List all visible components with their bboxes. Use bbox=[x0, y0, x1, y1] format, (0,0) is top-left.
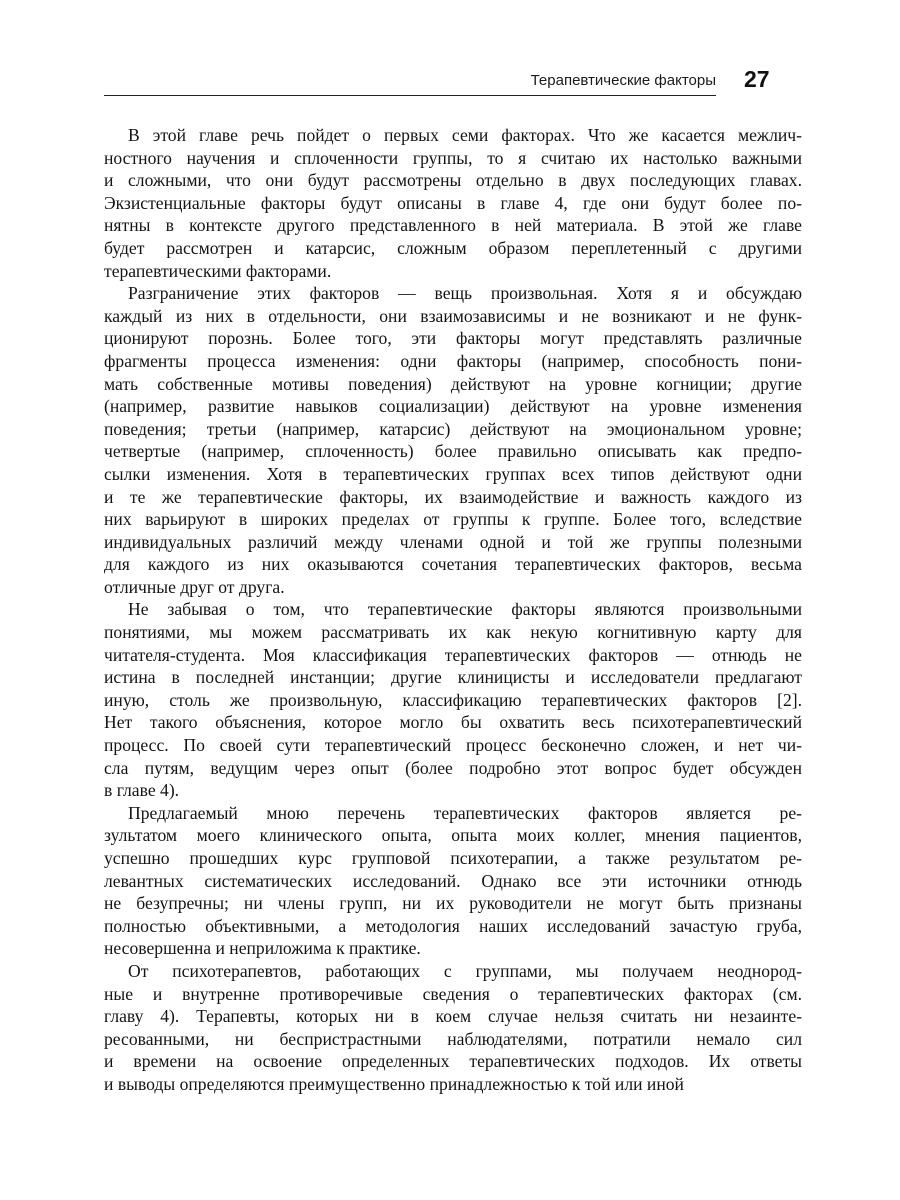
paragraph bbox=[104, 802, 802, 960]
text-line: и сложными, что они будут рассмотрены отдельно в двух последующих главах. bbox=[104, 170, 802, 191]
text-line: Не забывая о том, что терапевтические факторы являются произвольными bbox=[128, 599, 802, 620]
paragraph bbox=[104, 598, 802, 801]
text-line: и времени на освоение определенных терапевтических подходов. Их ответы bbox=[104, 1051, 802, 1072]
text-line: терапевтическими факторами. bbox=[104, 260, 332, 281]
text-line: зультатом моего клинического опыта, опыта моих коллег, мнения пациентов, bbox=[104, 825, 802, 846]
text-line: От психотерапевтов, работающих с группами, мы получаем неоднород- bbox=[128, 960, 802, 981]
text-line: в главе 4). bbox=[104, 780, 180, 801]
text-line: каждый из них в отдельности, они взаимозависимы и не возникают и не функ- bbox=[104, 305, 802, 326]
page-number: 27 bbox=[744, 66, 770, 92]
text-line: и те же терапевтические факторы, их взаимодействие и важность каждого из bbox=[104, 486, 802, 507]
text-line: мать собственные мотивы поведения) действуют на уровне когниции; другие bbox=[104, 373, 802, 394]
text-line: процесс. По своей сути терапевтический процесс бесконечно сложен, и нет чи- bbox=[104, 735, 802, 756]
text-line: сылки изменения. Хотя в терапевтических группах всех типов действуют одни bbox=[104, 463, 802, 484]
text-line: понятиями, мы можем рассматривать их как некую когнитивную карту для bbox=[104, 622, 802, 643]
paragraph bbox=[104, 124, 802, 282]
text-line: Нет такого объяснения, которое могло бы охватить весь психотерапевтический bbox=[104, 712, 802, 733]
text-line: Предлагаемый мною перечень терапевтических факторов является ре- bbox=[128, 802, 802, 823]
text-line: сла путям, ведущим через опыт (более подробно этот вопрос будет обсужден bbox=[104, 757, 802, 778]
text-line: Разграничение этих факторов — вещь произвольная. Хотя я и обсуждаю bbox=[128, 283, 802, 304]
text-line: левантных систематических исследований. Однако все эти источники отнюдь bbox=[104, 870, 802, 891]
text-line: них варьируют в широких пределах от группы к группе. Более того, вследствие bbox=[104, 509, 802, 530]
text-line: будет рассмотрен и катарсис, сложным образом переплетенный с другими bbox=[104, 237, 802, 258]
text-line: ционируют порознь. Более того, эти факторы могут представлять различные bbox=[104, 328, 802, 349]
text-line: истина в последней инстанции; другие клиницисты и исследователи предлагают bbox=[104, 667, 802, 688]
header-rule bbox=[104, 95, 716, 96]
text-line: фрагменты процесса изменения: одни факторы (например, способность пони- bbox=[104, 350, 802, 371]
text-line: Экзистенциальные факторы будут описаны в главе 4, где они будут более по- bbox=[104, 192, 802, 213]
text-line: полностью объективными, а методология наших исследований зачастую груба, bbox=[104, 915, 802, 936]
text-line: (например, развитие навыков социализации) действуют на уровне изменения bbox=[104, 396, 802, 417]
text-line: нятны в контексте другого представленного в ней материала. В этой же главе bbox=[104, 215, 802, 236]
text-line: поведения; третьи (например, катарсис) действуют на эмоциональном уровне; bbox=[104, 418, 802, 439]
text-line: главу 4). Терапевты, которых ни в коем случае нельзя считать ни незаинте- bbox=[104, 1006, 802, 1027]
running-head-title: Терапевтические факторы bbox=[530, 72, 716, 89]
text-line: ностного научения и сплоченности группы, то я считаю их настолько важными bbox=[104, 147, 802, 168]
text-line: отличные друг от друга. bbox=[104, 576, 285, 597]
text-line: для каждого из них оказываются сочетания терапевтических факторов, весьма bbox=[104, 554, 802, 575]
text-line: четвертые (например, сплоченность) более правильно описывать как предпо- bbox=[104, 441, 802, 462]
text-line: иную, столь же произвольную, классификацию терапевтических факторов [2]. bbox=[104, 689, 802, 710]
text-line: успешно прошедших курс групповой психотерапии, а также результатом ре- bbox=[104, 848, 802, 868]
text-line: и выводы определяются преимущественно принадлежностью к той или иной bbox=[104, 1073, 684, 1094]
paragraph bbox=[104, 960, 802, 1096]
text-line: читателя-студента. Моя классификация терапевтических факторов — отнюдь не bbox=[104, 644, 802, 665]
body-text bbox=[104, 124, 802, 1096]
text-line: ресованными, ни беспристрастными наблюдателями, потратили немало сил bbox=[104, 1028, 802, 1049]
text-line: ные и внутренне противоречивые сведения о терапевтических факторах (см. bbox=[104, 983, 802, 1004]
text-line: индивидуальных различий между членами одной и той же группы полезными bbox=[104, 531, 802, 552]
text-line: не безупречны; ни члены групп, ни их руководители не могут быть признаны bbox=[104, 893, 802, 914]
text-line: несовершенна и неприложима к практике. bbox=[104, 938, 421, 959]
text-line: В этой главе речь пойдет о первых семи факторах. Что же касается межлич- bbox=[128, 125, 802, 145]
paragraph bbox=[104, 282, 802, 598]
